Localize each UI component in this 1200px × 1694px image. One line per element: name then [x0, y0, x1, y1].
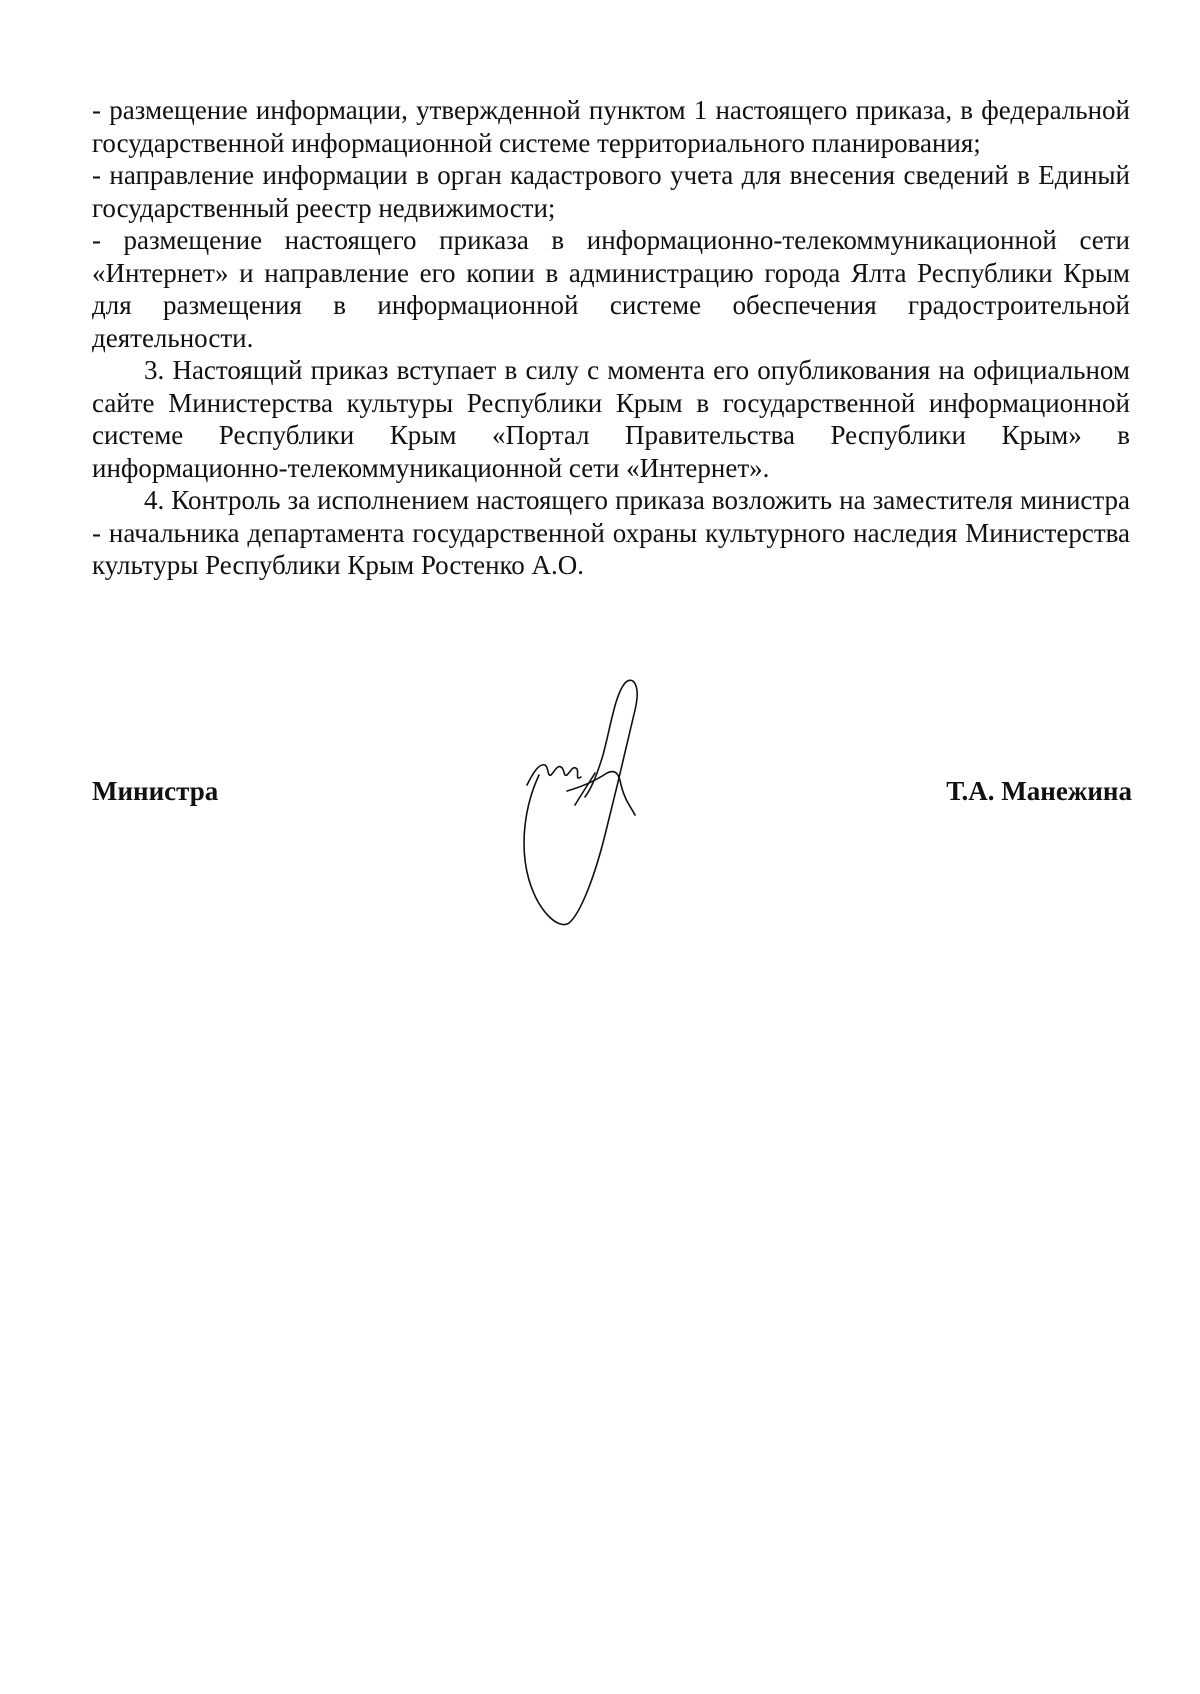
paragraph-internet-publication: - размещение настоящего приказа в информационно-телекоммуникационной сети «Интернет» и направление его копии в администрацию города Ялта Республики Крым для размещения в информационной системе обеспечения градостроительной деятельности.: [92, 225, 1130, 353]
document-body: [92, 94, 1130, 582]
handwritten-signature: [515, 655, 685, 930]
paragraph-item-4: 4. Контроль за исполнением настоящего приказа возложить на заместителя министра - начальника департамента государственной охраны культурного наследия Министерства культуры Республики Крым Ростенко А.О.: [92, 485, 1130, 580]
signatory-title: Министра: [92, 776, 219, 806]
paragraph-placement-fgis: - размещение информации, утвержденной пунктом 1 настоящего приказа, в федеральной государственной информационной системе территориального планирования;: [92, 95, 1130, 158]
paragraph-cadastral-registry: - направление информации в орган кадастрового учета для внесения сведений в Единый государственный реестр недвижимости;: [92, 160, 1130, 223]
signatory-name: Т.А. Манежина: [946, 776, 1132, 806]
paragraph-item-3: 3. Настоящий приказ вступает в силу с момента его опубликования на официальном сайте Министерства культуры Республики Крым в государственной информационной системе Республики Крым «Портал Правительства Республики Крым» в информационно-телекоммуникационной сети «Интернет».: [92, 355, 1130, 483]
